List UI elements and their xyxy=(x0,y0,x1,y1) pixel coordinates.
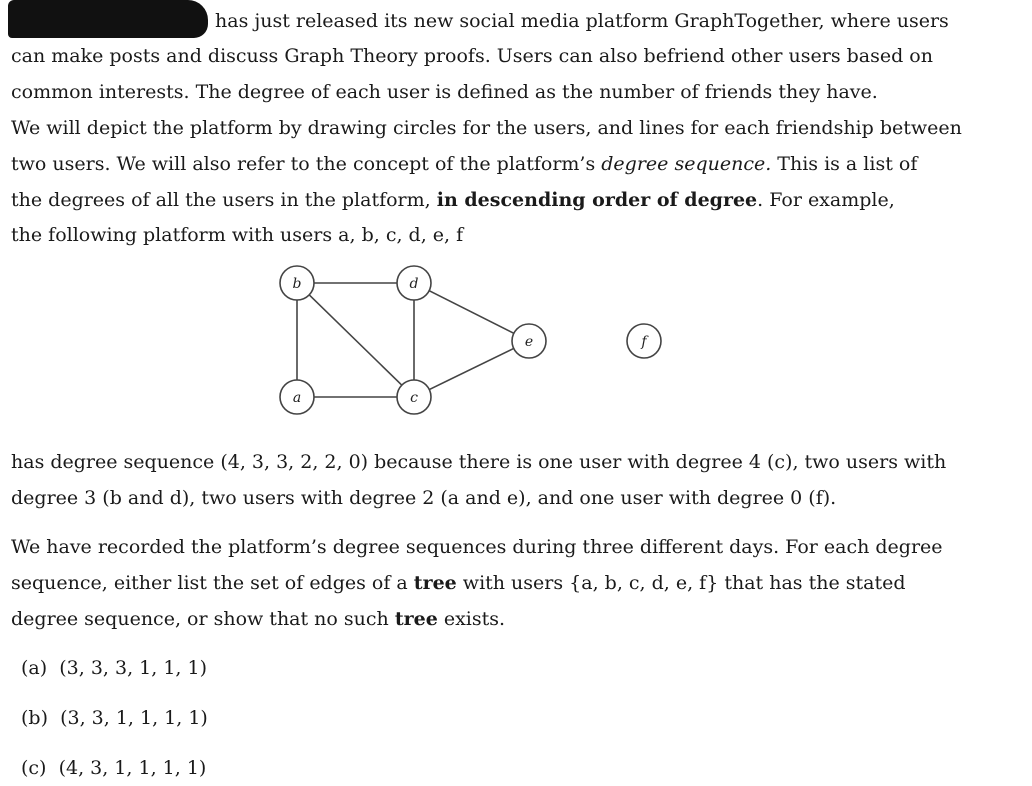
explanation-line-1: has degree sequence (4, 3, 3, 2, 2, 0) because there is one user with degree 4 (c), two users with xyxy=(11,451,947,473)
node-c xyxy=(397,380,431,414)
task-line-3-post: exists. xyxy=(437,608,506,630)
definition-line-2-pre: two users. We will also refer to the concept of the platform’s xyxy=(11,153,602,175)
edge-c-e xyxy=(429,348,513,389)
graph-nodes xyxy=(280,266,661,414)
task-line-2-pre: sequence, either list the set of edges of a xyxy=(11,572,414,594)
task-line-1: We have recorded the platform’s degree sequences during three different days. For each degree xyxy=(11,536,943,558)
node-label: f xyxy=(641,334,647,350)
node-label: d xyxy=(409,276,419,292)
task-line-3-pre: degree sequence, or show that no such xyxy=(11,608,395,630)
intro-line-3: common interests. The degree of each user is defined as the number of friends they have. xyxy=(11,81,878,103)
example-graph xyxy=(0,255,1032,425)
graph-edges xyxy=(297,283,514,397)
question-label: (b) xyxy=(21,707,48,729)
question-sequence: (4, 3, 1, 1, 1, 1) xyxy=(58,757,207,779)
question-label: (a) xyxy=(21,657,48,679)
intro-line-1: has just released its new social media platform GraphTogether, where users xyxy=(215,10,949,32)
question-c xyxy=(21,755,206,781)
tree-emphasis-1: tree xyxy=(413,572,457,594)
definition-line-1: We will depict the platform by drawing circles for the users, and lines for each friendship between xyxy=(11,117,962,139)
task-line-2-post: with users {a, b, c, d, e, f} that has the stated xyxy=(456,572,906,594)
intro-line-2: can make posts and discuss Graph Theory proofs. Users can also befriend other users based on xyxy=(11,45,933,67)
node-label: c xyxy=(410,390,418,406)
explanation-line-2: degree 3 (b and d), two users with degree 2 (a and e), and one user with degree 0 (f). xyxy=(11,487,837,509)
descending-order-emphasis: in descending order of degree xyxy=(436,189,758,211)
degree-sequence-term: degree sequence. xyxy=(601,153,772,175)
tree-emphasis-2: tree xyxy=(394,608,438,630)
definition-line-2 xyxy=(11,151,917,177)
redaction-block xyxy=(8,0,208,38)
node-b xyxy=(280,266,314,300)
edge-d-e xyxy=(429,291,514,334)
node-label: a xyxy=(292,390,302,406)
question-sequence: (3, 3, 3, 1, 1, 1) xyxy=(59,657,208,679)
task-line-2 xyxy=(11,570,905,596)
definition-line-4: the following platform with users a, b, c, d, e, f xyxy=(11,224,464,246)
definition-line-2-post: This is a list of xyxy=(771,153,918,175)
node-label: b xyxy=(292,276,302,292)
task-line-3 xyxy=(11,606,505,632)
question-a xyxy=(21,655,207,681)
definition-line-3-post: . For example, xyxy=(757,189,895,211)
node-d xyxy=(397,266,431,300)
edge-b-c xyxy=(309,295,402,385)
node-e xyxy=(512,324,546,358)
node-label: e xyxy=(524,334,534,350)
definition-line-3 xyxy=(11,187,895,213)
question-sequence: (3, 3, 1, 1, 1, 1) xyxy=(60,707,208,729)
question-label: (c) xyxy=(21,757,47,779)
node-f xyxy=(627,324,661,358)
node-a xyxy=(280,380,314,414)
question-b xyxy=(21,705,208,731)
definition-line-3-pre: the degrees of all the users in the platform, xyxy=(11,189,437,211)
